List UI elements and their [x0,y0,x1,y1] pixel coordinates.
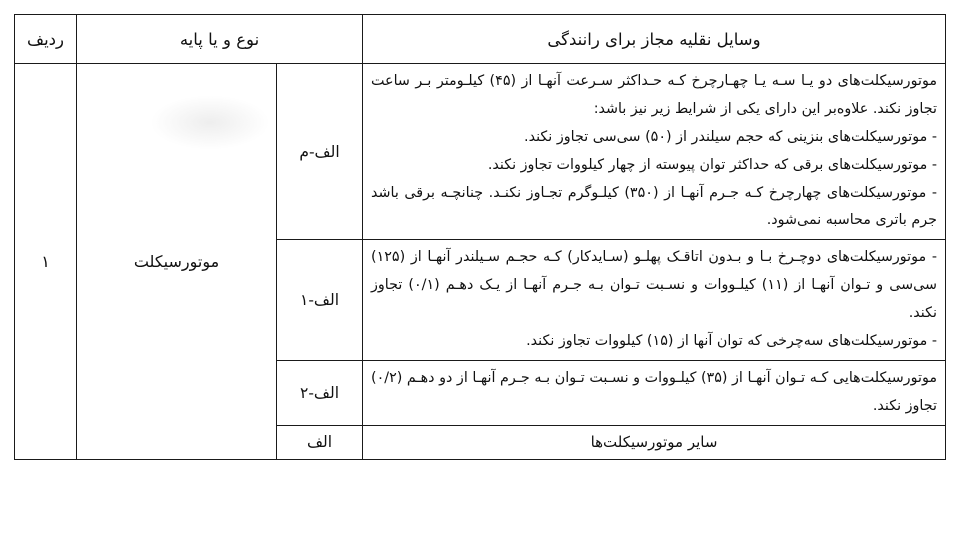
header-vehicles-allowed: وسایل نقلیه مجاز برای رانندگی [363,15,946,64]
description-paragraph: - موتورسیکلت‌های برقی که حداکثر توان پیوسته از چهار کیلووات تجاوز نکند. [487,156,937,173]
description-cell [363,64,946,240]
description-cell [363,360,946,425]
class-code-cell: الف-۱ [277,240,363,361]
class-code-cell: الف [277,425,363,460]
description-paragraph: موتورسیکلت‌هایی کـه تـوان آنهـا از (۳۵) کیلـووات و نسـبت تـوان بـه جـرم آنهـا از دو دهـم (۰/۲) تجاوز نکند. [371,369,937,414]
row-number-cell: ۱ [15,64,77,460]
table-body [15,64,946,460]
description-paragraph: - موتورسیکلت‌های دوچـرخ بـا و بـدون اتاقـک پهلـو (سـایدکار) کـه حجـم سـیلندر آنهـا از (۱۲۵) سی‌سی و تـوان آنهـا از (۱۱) کیلـووات و نسـبت تـوان بـه جـرم آنهـا از یـک دهـم (۰/۱) تجاوز نکند. [371,249,938,321]
description-cell: سایر موتورسیکلت‌ها [363,425,946,460]
description-paragraph: - موتورسیکلت‌های چهارچرخ کـه جـرم آنهـا از (۳۵۰) کیلـوگرم تجـاوز نکنـد. چنانچـه برقی باشد جرم باتری محاسبه نمی‌شود. [371,184,937,229]
description-paragraph: - موتورسیکلت‌های سه‌چرخی که توان آنها از (۱۵) کیلووات تجاوز نکند. [526,332,937,349]
header-type-or-class: نوع و یا پایه [77,15,363,64]
description-paragraph: موتورسیکلت‌های دو یـا سـه یـا چهـارچرخ کـه حـداکثر سـرعت آنهـا از (۴۵) کیلـومتر بـر ساعت تجاوز نکند. علاوه‌بر این دارای یکی از شرایط زیر نیز باشد: [371,73,937,117]
vehicle-type-cell: موتورسیکلت [77,64,277,460]
class-code-cell: الف-م [277,64,363,240]
table-row [15,64,946,240]
table-header [15,15,946,64]
header-row-number: ردیف [15,15,77,64]
license-categories-table [14,14,946,460]
description-paragraph: - موتورسیکلت‌های بنزینی که حجم سیلندر از (۵۰) سی‌سی تجاوز نکند. [524,128,937,145]
class-code-cell: الف-۲ [277,360,363,425]
description-cell [363,240,946,361]
table-header-row [15,15,946,64]
